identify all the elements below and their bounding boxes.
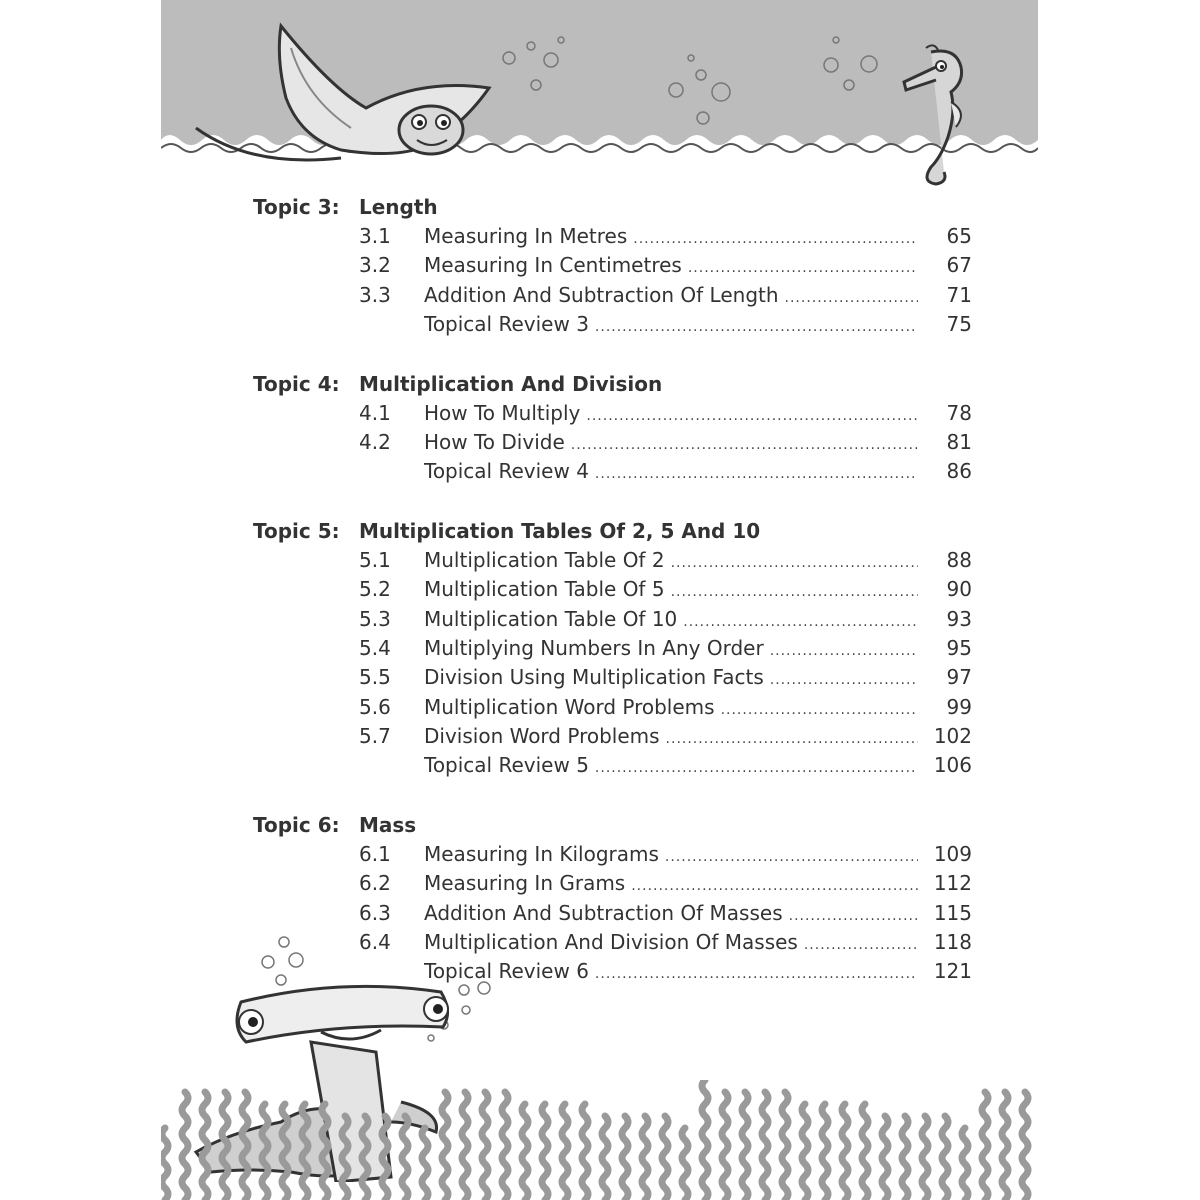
dot-leader [571,431,918,460]
seaweed-strand [442,1092,448,1200]
bubbles-top [491,30,891,130]
entry-title: Topical Review 5 [424,753,589,778]
seaweed-strand [862,1104,868,1200]
entry-title: Multiplication Table Of 10 [424,606,678,631]
toc-entry[interactable] [253,663,973,692]
dot-leader [804,931,918,960]
dot-leader [666,725,918,754]
toc-entry[interactable] [253,899,973,928]
seaweed-strand [922,1116,928,1200]
seaweed-strand [1002,1092,1008,1200]
seaweed-strand [462,1092,468,1200]
topic-label: Topic 4: [253,371,340,396]
toc-entry[interactable] [253,310,973,339]
seaweed-strand [982,1092,988,1200]
entry-title: Measuring In Metres [424,224,628,248]
seaweed-strand [162,1128,168,1200]
toc-entry[interactable] [253,457,973,486]
topic-title: Length [359,195,438,219]
dot-leader [586,402,918,431]
seaweed-strand [222,1092,228,1200]
seaweed-strand [742,1092,748,1200]
entry-number: 5.6 [359,694,391,719]
entry-title: Multiplication Table Of 5 [424,577,665,602]
dot-leader [770,637,918,666]
toc-entry[interactable] [253,840,973,869]
toc-entry[interactable] [253,222,973,251]
entry-title: Multiplication Table Of 2 [424,547,665,572]
dot-leader [721,696,918,725]
seaweed-strand [882,1116,888,1200]
entry-page-number: 118 [933,930,972,955]
seaweed-strand [782,1092,788,1200]
entry-number: 4.2 [359,429,391,454]
dot-leader [665,843,918,872]
topic-title: Multiplication And Division [359,371,663,396]
topic-heading [253,192,973,222]
toc-entry[interactable] [253,634,973,663]
entry-page-number: 106 [933,753,972,778]
entry-page-number: 65 [946,224,972,248]
seaweed-strand [342,1116,348,1200]
entry-title: Measuring In Centimetres [424,253,682,278]
seaweed-strand [642,1116,648,1200]
topic-label: Topic 3: [253,195,340,219]
seaweed-strand [722,1092,728,1200]
seaweed-strand [182,1092,188,1200]
seaweed-strand [562,1104,568,1200]
dot-leader [770,666,918,695]
seaweed-strand [842,1104,848,1200]
entry-number: 5.3 [359,606,391,631]
entry-number: 5.5 [359,665,391,690]
entry-page-number: 97 [946,665,972,690]
entry-page-number: 71 [946,282,972,307]
entry-number: 5.1 [359,547,391,572]
topic-label: Topic 6: [253,812,340,837]
dot-leader [789,902,918,931]
stingray-illustration [191,18,501,178]
dot-leader [671,549,918,578]
seaweed-strand [622,1116,628,1200]
seaweed-border [161,1080,1038,1200]
entry-title: Measuring In Kilograms [424,841,659,866]
seaweed-strand [502,1092,508,1200]
topic-block [253,192,973,340]
dot-leader [785,284,918,313]
entry-page-number: 78 [946,400,972,425]
dot-leader [631,872,918,901]
entry-number: 5.4 [359,635,391,660]
entry-number: 4.1 [359,400,391,425]
topic-heading [253,369,973,399]
entry-page-number: 88 [946,547,972,572]
entry-page-number: 90 [946,577,972,602]
seaweed-strand [602,1116,608,1200]
toc-entry[interactable] [253,251,973,280]
entry-number: 3.3 [359,282,391,307]
seaweed-strand [902,1116,908,1200]
entry-title: Measuring In Grams [424,871,626,896]
entry-page-number: 93 [946,606,972,631]
seaweed-strand [662,1116,668,1200]
table-of-contents [253,192,973,1016]
toc-entry[interactable] [253,693,973,722]
entry-title: Multiplication Word Problems [424,694,715,719]
entry-number: 6.1 [359,841,391,866]
topic-title: Multiplication Tables Of 2, 5 And 10 [359,518,761,543]
topic-block [253,516,973,781]
entry-number: 3.1 [359,224,391,248]
toc-entry[interactable] [253,575,973,604]
seaweed-strand [302,1104,308,1200]
entry-title: Topical Review 3 [424,312,589,337]
entry-title: Topical Review 6 [424,959,589,984]
seaweed-strand [402,1116,408,1200]
entry-number: 5.7 [359,724,391,749]
dot-leader [595,754,918,783]
seaweed-strand [1022,1092,1028,1200]
toc-entry[interactable] [253,546,973,575]
entry-number: 6.3 [359,900,391,925]
entry-page-number: 112 [933,871,972,896]
seaweed-strand [202,1092,208,1200]
seaweed-strand [242,1092,248,1200]
entry-title: How To Multiply [424,400,581,425]
book-page [161,0,1038,1200]
entry-title: Addition And Subtraction Of Length [424,282,779,307]
seaweed-strand [702,1080,708,1200]
seaweed-strand [822,1104,828,1200]
toc-entry[interactable] [253,751,973,780]
toc-entry[interactable] [253,869,973,898]
seahorse-illustration [896,42,976,192]
toc-entry[interactable] [253,281,973,310]
seaweed-strand [262,1104,268,1200]
seaweed-strand [362,1116,368,1200]
dot-leader [595,313,918,342]
entry-page-number: 109 [933,841,972,866]
dot-leader [595,960,918,989]
toc-entry[interactable] [253,399,973,428]
entry-page-number: 99 [946,694,972,719]
entry-page-number: 67 [946,253,972,278]
dot-leader [688,254,918,283]
seaweed-strand [382,1116,388,1200]
dot-leader [595,460,918,489]
entry-number: 6.4 [359,930,391,955]
seaweed-strand [542,1104,548,1200]
entry-page-number: 95 [946,635,972,660]
dot-leader [633,225,918,254]
entry-title: Topical Review 4 [424,459,589,484]
seaweed-strand [762,1092,768,1200]
entry-page-number: 81 [946,429,972,454]
entry-number: 3.2 [359,253,391,278]
entry-number: 5.2 [359,577,391,602]
entry-page-number: 115 [933,900,972,925]
entry-title: Multiplying Numbers In Any Order [424,635,764,660]
entry-title: Addition And Subtraction Of Masses [424,900,783,925]
seaweed-strand [682,1128,688,1200]
seaweed-strand [582,1104,588,1200]
seaweed-strand [322,1104,328,1200]
toc-entry[interactable] [253,428,973,457]
topic-block [253,369,973,487]
topic-heading [253,810,973,840]
toc-entry[interactable] [253,722,973,751]
entry-page-number: 121 [933,959,972,984]
topic-heading [253,516,973,546]
dot-leader [671,578,918,607]
entry-title: Division Using Multiplication Facts [424,665,764,690]
entry-page-number: 86 [946,459,972,484]
seaweed-strand [522,1104,528,1200]
entry-number: 6.2 [359,871,391,896]
toc-entry[interactable] [253,605,973,634]
topic-label: Topic 5: [253,518,340,543]
seaweed-strand [422,1128,428,1200]
entry-page-number: 75 [946,312,972,337]
seaweed-strand [802,1104,808,1200]
entry-title: Division Word Problems [424,724,660,749]
entry-title: How To Divide [424,429,565,454]
seaweed-strand [942,1116,948,1200]
entry-title: Multiplication And Division Of Masses [424,930,798,955]
seaweed-strand [282,1104,288,1200]
entry-page-number: 102 [933,724,972,749]
dot-leader [683,608,918,637]
topic-title: Mass [359,812,417,837]
seaweed-strand [962,1128,968,1200]
seaweed-strand [482,1092,488,1200]
